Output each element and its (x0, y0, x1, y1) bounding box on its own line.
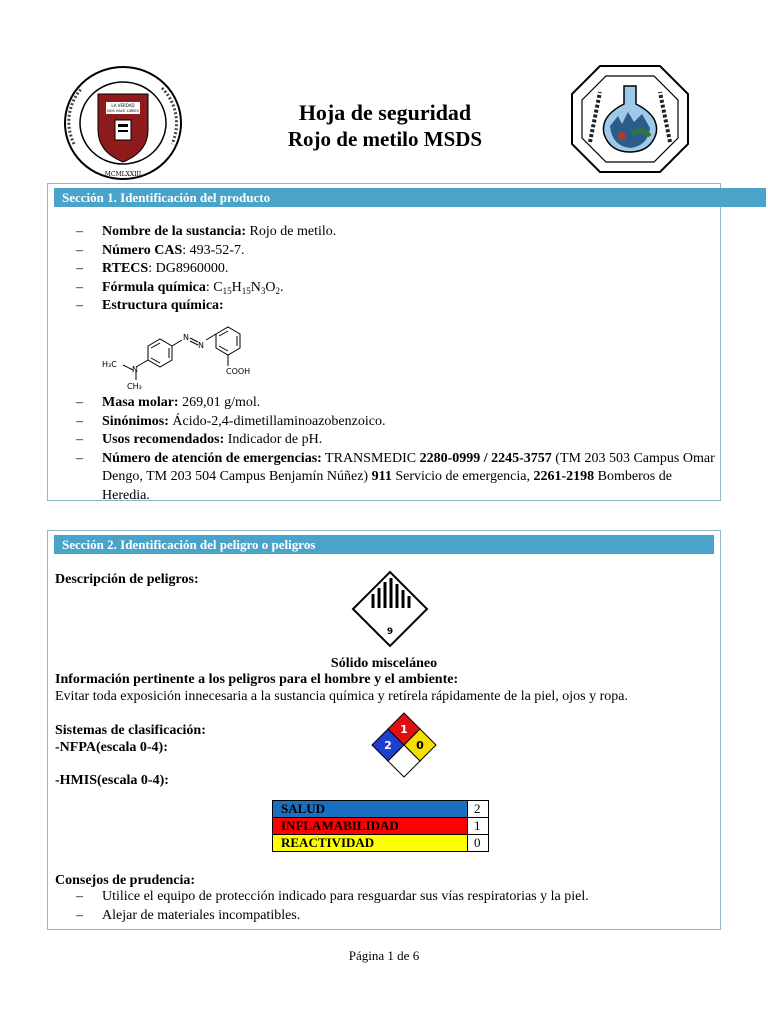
nfpa-diamond (371, 712, 437, 778)
section-1-list (76, 223, 336, 316)
section-1 (47, 183, 721, 501)
hmis-flammability-label: INFLAMABILIDAD (273, 818, 468, 835)
hazard-info-label: Información pertinente a los peligros para el hombre y el ambiente: (55, 672, 459, 687)
list-item: – Masa molar: 269,01 g/mol. (76, 395, 261, 410)
universidad-nacional-logo (62, 64, 184, 182)
svg-text:N: N (198, 341, 204, 350)
emergency-contacts: – Número de atención de emergencias: TRANSMEDIC 2280-0999 / 2245-3757 (TM 203 503 Campus Omar Dengo, TM 203 504 Campus Benjamín Núñez) 911 Servicio de emergencia, 2261-2198 Bomberos de Heredia. (76, 450, 715, 503)
list-item: – Nombre de la sustancia: Rojo de metilo. (76, 224, 337, 239)
pictogram-class-number: 9 (386, 627, 394, 637)
list-item: – Usos recomendados: Indicador de pH. (76, 432, 323, 447)
escuela-quimica-logo (570, 64, 690, 174)
list-item: – Utilice el equipo de protección indicado para resguardar sus vías respiratorias y la piel. (76, 889, 589, 904)
pictogram-caption: Sólido misceláneo (330, 656, 438, 671)
structure-label-n: N (132, 365, 138, 374)
svg-text:MCMLXXIII: MCMLXXIII (104, 171, 142, 178)
section-2 (47, 530, 721, 930)
document-subtitle: Rojo de metilo MSDS (287, 127, 483, 151)
list-item: – Sinónimos: Ácido-2,4-dimetillaminoazobenzoico. (76, 413, 386, 429)
hmis-flammability-value: 1 (468, 818, 489, 835)
chemical-formula: $C_{15}H_{15}N_3O_2$. (213, 279, 284, 296)
structure-label-cooh: COOH (226, 367, 251, 376)
svg-text:NOS HACE LIBRES: NOS HACE LIBRES (107, 109, 139, 113)
hmis-health-value: 2 (468, 801, 489, 818)
precaution-advice-list (76, 888, 589, 925)
classification-systems-label: Sistemas de clasificación: (55, 723, 206, 738)
page-number: Página 1 de 6 (348, 948, 420, 963)
section-1-list-continued (76, 394, 716, 505)
hmis-label: -HMIS(escala 0-4): (55, 773, 169, 788)
nfpa-label: -NFPA(escala 0-4): (55, 740, 168, 755)
table-row (273, 835, 489, 852)
section-1-heading: Sección 1. Identificación del producto (54, 188, 766, 207)
hazard-info-text: Evitar toda exposición innecesaria a la sustancia química y retírela rápidamente de la piel, ojos y ropa. (55, 689, 629, 704)
class-9-hazard-pictogram (351, 570, 429, 648)
document-title-block (230, 100, 540, 152)
document-title: Hoja de seguridad (298, 100, 472, 125)
svg-text:LA VERDAD: LA VERDAD (111, 103, 135, 108)
nfpa-fire-value: 1 (400, 723, 408, 736)
section-2-heading: Sección 2. Identificación del peligro o peligros (54, 535, 714, 554)
structure-label-h3c: H₃C (102, 360, 117, 369)
list-item: – Número CAS: 493-52-7. (76, 242, 245, 258)
list-item: – Fórmula química: $C_{15}H_{15}N_3O_2$. (76, 279, 284, 296)
svg-text:N: N (183, 333, 189, 342)
list-item: – Alejar de materiales incompatibles. (76, 907, 301, 923)
hmis-reactivity-value: 0 (468, 835, 489, 852)
chemical-structure-diagram (98, 310, 278, 394)
list-item: – Estructura química: (76, 298, 224, 313)
nfpa-health-value: 2 (384, 739, 392, 752)
table-row (273, 818, 489, 835)
table-row (273, 801, 489, 818)
list-item: – RTECS: DG8960000. (76, 261, 229, 276)
structure-label-ch3: CH₃ (127, 382, 142, 391)
hazard-description-label: Descripción de peligros: (55, 572, 199, 587)
hmis-table (272, 800, 489, 852)
precaution-advice-label: Consejos de prudencia: (55, 873, 196, 888)
hmis-health-label: SALUD (273, 801, 468, 818)
hmis-reactivity-label: REACTIVIDAD (273, 835, 468, 852)
nfpa-reactivity-value: 0 (416, 739, 424, 752)
